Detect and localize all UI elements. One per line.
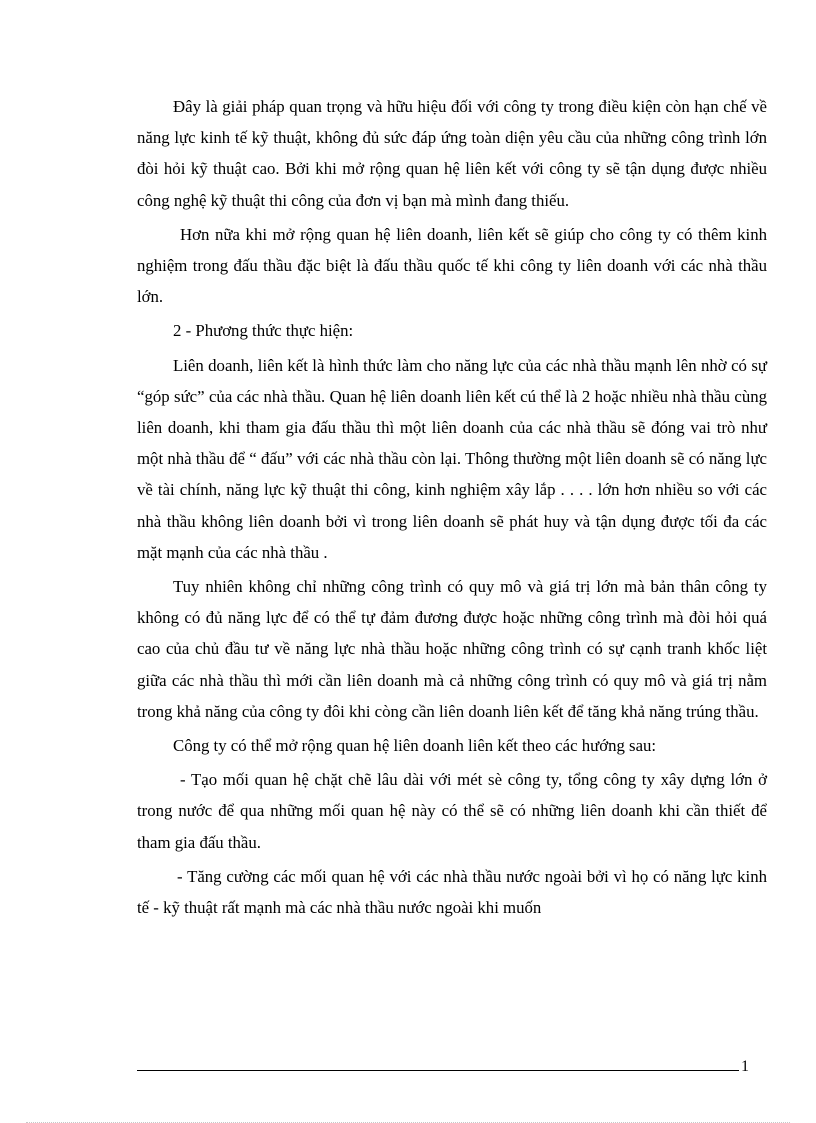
list-item-2: - Tăng cường các mối quan hệ với các nhà thầu nước ngoài bởi vì họ có năng lực kinh tế - kỹ thuật rất mạnh mà các nhà thầu nước ngoài khi muốn — [137, 866, 767, 918]
footer-rule — [137, 1070, 739, 1071]
document-body — [137, 91, 767, 923]
paragraph-2: Hơn nữa khi mở rộng quan hệ liên doanh, liên kết sẽ giúp cho công ty có thêm kinh nghiệm trong đấu thầu đặc biệt là đấu thầu quốc tế khi công ty liên doanh với các nhà thầu lớn. — [137, 224, 767, 307]
section-heading: 2 - Phương thức thực hiện: — [173, 321, 354, 341]
list-item-1: - Tạo mối quan hệ chặt chẽ lâu dài với mét sè công ty, tổng công ty xây dựng lớn ở trong nước để qua những mối quan hệ này có thể sẽ có những liên doanh khi cần thiết để tham gia đấu thầu. — [137, 770, 767, 852]
paragraph-3: Liên doanh, liên kết là hình thức làm cho năng lực của các nhà thầu mạnh lên nhờ có sự “góp sức” của các nhà thầu. Quan hệ liên doanh liên kết cú thể là 2 hoặc nhiều nhà thầu cùng liên doanh, khi tham gia đấu thầu thì một liên doanh của các nhà thầu sẽ đóng vai trò như một nhà thầu để “ đấu” với các nhà thầu còn lại. Thông thường một liên doanh sẽ có năng lực về tài chính, năng lực kỹ thuật thi công, kinh nghiệm xây lắp . . . . lớn hơn nhiều so với các nhà thầu không liên doanh bởi vì trong liên doanh sẽ phát huy và tận dụng được tối đa các mặt mạnh của các nhà thầu . — [137, 355, 767, 562]
page-number: 1 — [741, 1058, 749, 1075]
paragraph-5: Công ty có thể mở rộng quan hệ liên doanh liên kết theo các hướng sau: — [173, 736, 657, 756]
paragraph-1: Đây là giải pháp quan trọng và hữu hiệu đối với công ty trong điều kiện còn hạn chế về năng lực kinh tế kỹ thuật, không đủ sức đáp ứng toàn diện yêu cầu của những công trình lớn đòi hỏi kỹ thuật cao. Bởi khi mở rộng quan hệ liên kết với công ty sẽ tận dụng được nhiều công nghệ kỹ thuật thi công của đơn vị bạn mà mình đang thiếu. — [137, 97, 767, 210]
paragraph-4: Tuy nhiên không chỉ những công trình có quy mô và giá trị lớn mà bản thân công ty không có đủ năng lực để có thể tự đảm đương được hoặc những công trình mà đòi hỏi quá cao của chủ đầu tư về năng lực nhà thầu hoặc những công trình có sự cạnh tranh khốc liệt giữa các nhà thầu thì mới cần liên doanh mà cả những công trình có quy mô và giá trị nằm trong khả năng của công ty đôi khi còng cần liên doanh liên kết để tăng khả năng trúng thầu. — [137, 577, 767, 721]
